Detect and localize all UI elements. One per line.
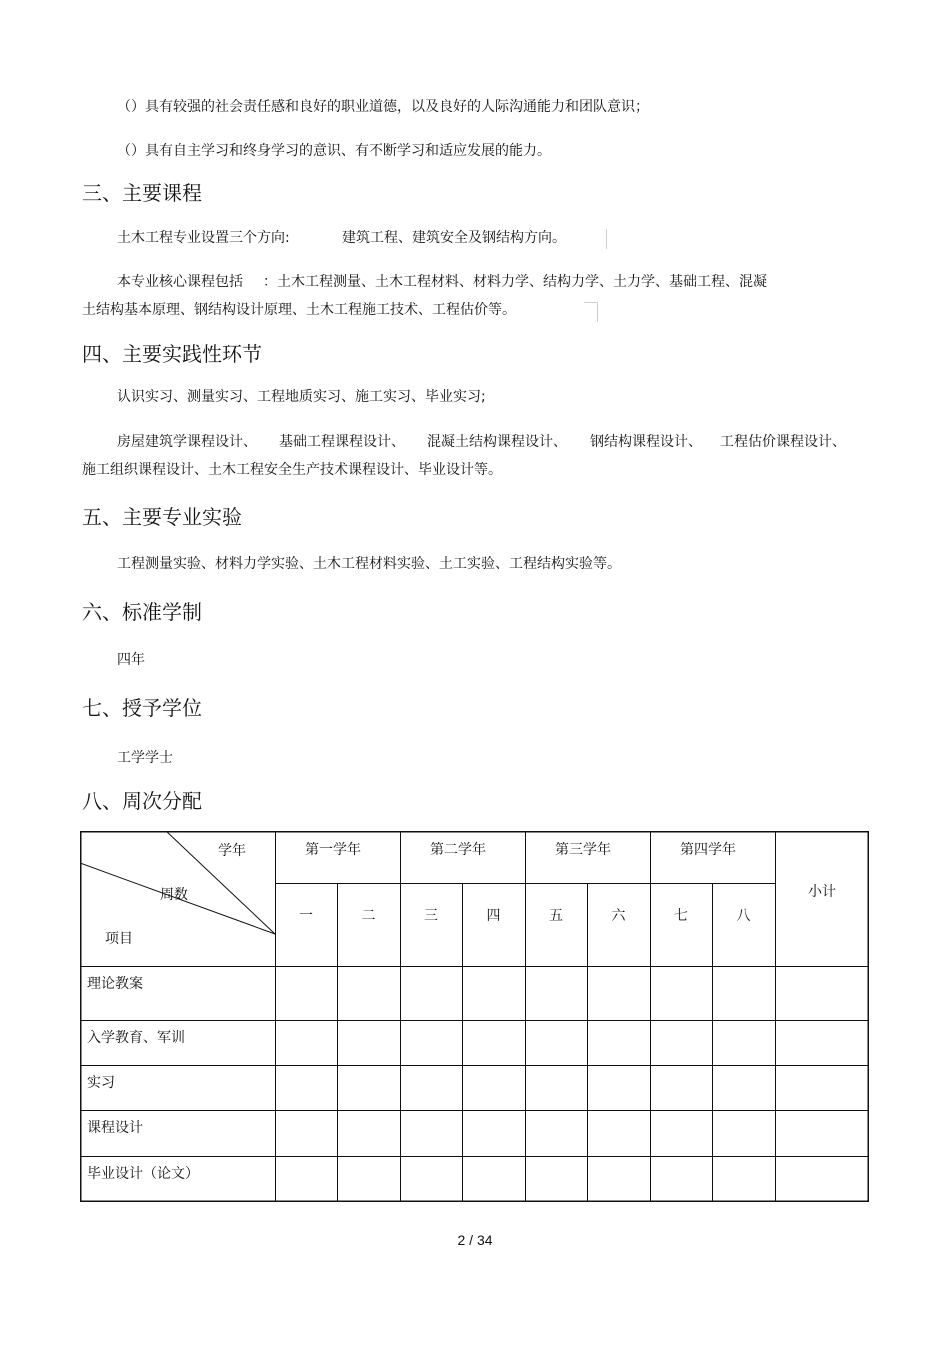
year-header-3: 第三学年 [555,842,611,858]
divider [606,229,607,249]
section-5-heading: 五、主要专业实验 [82,505,242,529]
section-3-heading: 三、主要课程 [82,181,202,205]
internships-list: 认识实习、测量实习、工程地质实习、施工实习、毕业实习; [117,389,486,405]
corner-year-label: 学年 [218,843,246,859]
corner-item-label: 项目 [105,931,133,947]
core-courses-line-2: 土结构基本原理、钢结构设计原理、土木工程施工技术、工程估价等。 [82,302,516,318]
table-grid [80,831,869,1202]
semester-header-4: 四 [486,908,501,924]
row-label-4: 课程设计 [87,1120,143,1136]
corner-weeks-label: 周数 [160,887,188,903]
subtotal-header: 小计 [808,884,836,900]
year-header-2: 第二学年 [430,842,486,858]
semester-header-3: 三 [424,908,438,924]
design-item-1: 房屋建筑学课程设计、 [117,434,257,450]
degree: 工学学士 [117,750,173,766]
semester-header-7: 七 [674,908,688,924]
section-7-heading: 七、授予学位 [82,696,202,720]
section-8-heading: 八、周次分配 [82,789,202,813]
design-item-5: 工程估价课程设计、 [720,434,846,450]
section-6-heading: 六、标准学制 [82,600,202,624]
semester-header-5: 五 [549,908,563,924]
divider [597,302,598,322]
directions-value: 建筑工程、建筑安全及钢结构方向。 [342,230,566,246]
row-label-5: 毕业设计（论文） [87,1166,199,1182]
design-item-4: 钢结构课程设计、 [590,434,702,450]
row-label-2: 入学教育、军训 [87,1030,185,1046]
semester-header-8: 八 [736,908,751,924]
study-duration: 四年 [117,652,145,668]
section-4-heading: 四、主要实践性环节 [82,342,262,366]
divider [584,302,598,303]
semester-header-1: 一 [299,908,313,924]
semester-header-6: 六 [611,908,626,924]
page-number: 2 / 34 [457,1232,493,1248]
year-header-1: 第一学年 [305,842,361,858]
core-courses-line-1: ：土木工程测量、土木工程材料、材料力学、结构力学、土力学、基础工程、混凝 [263,274,767,290]
year-header-4: 第四学年 [680,842,736,858]
experiments-list: 工程测量实验、材料力学实验、土木工程材料实验、土工实验、工程结构实验等。 [117,556,621,572]
design-item-2: 基础工程课程设计、 [279,434,405,450]
designs-line-2: 施工组织课程设计、土木工程安全生产技术课程设计、毕业设计等。 [82,462,502,478]
goal-item-1: （）具有较强的社会责任感和良好的职业道德，以及良好的人际沟通能力和团队意识； [117,99,649,115]
row-label-1: 理论教案 [87,976,143,992]
goal-item-2: （）具有自主学习和终身学习的意识、有不断学习和适应发展的能力。 [117,143,551,159]
directions-label: 土木工程专业设置三个方向: [117,230,290,246]
row-label-3: 实习 [87,1075,115,1091]
table-border [81,832,869,1202]
design-item-3: 混凝土结构课程设计、 [427,434,567,450]
week-allocation-table [80,831,869,1202]
semester-header-2: 二 [361,908,376,924]
core-courses-label: 本专业核心课程包括 [117,274,243,290]
